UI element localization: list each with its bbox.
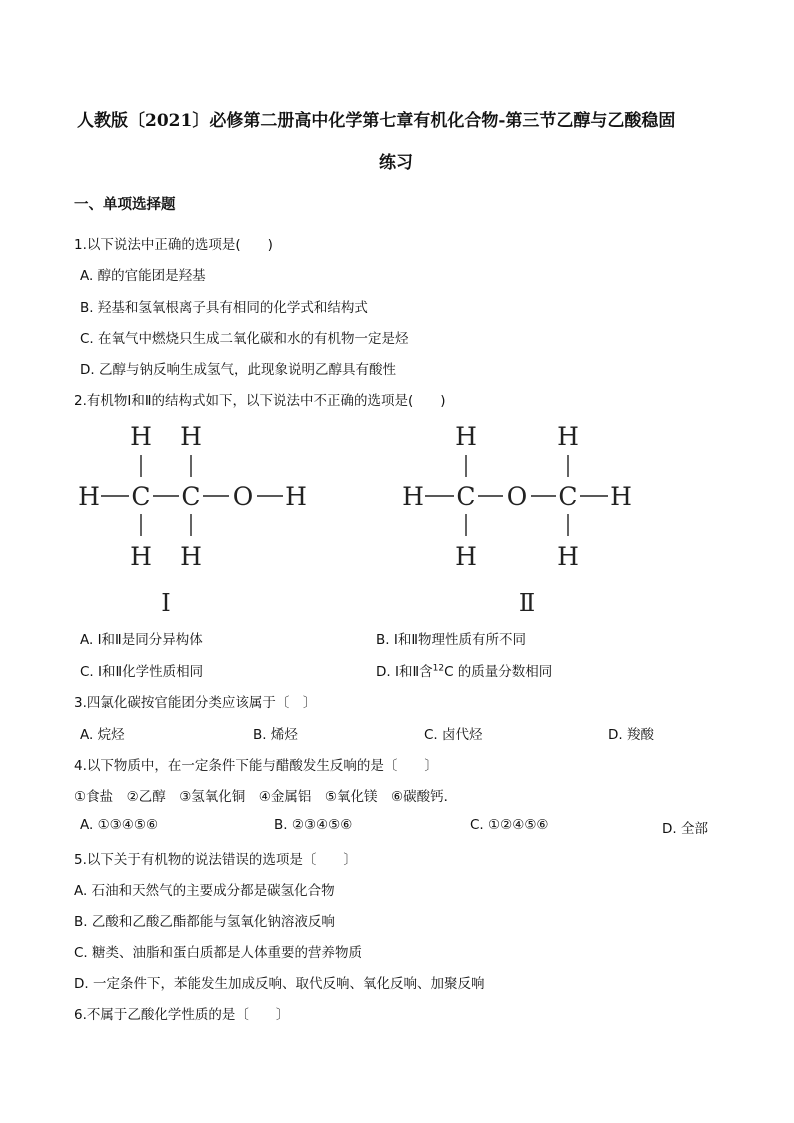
s2-top-h2: H (557, 422, 579, 451)
structure-1-label: Ⅰ (161, 589, 171, 617)
question-1-option-a: A. 醇的官能团是羟基 (80, 268, 206, 284)
structure-1 (78, 422, 307, 617)
question-3-option-b: B. 烯烃 (253, 727, 298, 743)
s2-o: O (506, 482, 528, 511)
question-3-option-d: D. 羧酸 (608, 727, 654, 743)
question-4-option-b: B. ②③④⑤⑥ (274, 817, 353, 833)
question-3-stem: 3.四氯化碳按官能团分类应该属于〔 〕 (74, 695, 317, 711)
s1-h-right: H (285, 482, 307, 511)
s2-c1: C (456, 482, 476, 511)
question-4-option-d: D. 全部 (662, 821, 708, 837)
question-2-option-d (376, 660, 552, 680)
s1-top-h1: H (130, 422, 152, 451)
s1-top-h2: H (180, 422, 202, 451)
s2-bottom-h2: H (557, 542, 579, 571)
s1-bottom-h1: H (130, 542, 152, 571)
section-heading: 一、单项选择题 (74, 197, 176, 213)
s2-c2: C (558, 482, 578, 511)
structural-formulas (0, 415, 794, 625)
s2-top-h1: H (455, 422, 477, 451)
s2-h-right: H (610, 482, 632, 511)
isotope-mass-number: 12 (432, 663, 445, 674)
structure-2 (402, 422, 632, 617)
question-5-option-c: C. 糖类、油脂和蛋白质都是人体重要的营养物质 (74, 945, 363, 961)
question-5-option-b: B. 乙酸和乙酸乙酯都能与氢氧化钠溶液反响 (74, 914, 335, 930)
question-3-option-c: C. 卤代烃 (424, 727, 483, 743)
question-2-option-d-rest: C 的质量分数相同 (444, 664, 553, 680)
s2-bottom-h1: H (455, 542, 477, 571)
document-title-line2: 练习 (379, 153, 413, 173)
question-2-stem: 2.有机物Ⅰ和Ⅱ的结构式如下，以下说法中不正确的选项是( ) (74, 393, 446, 409)
question-1-option-d: D. 乙醇与钠反响生成氢气，此现象说明乙醇具有酸性 (80, 362, 396, 378)
question-2-option-a: A. Ⅰ和Ⅱ是同分异构体 (80, 632, 203, 648)
s1-c1: C (131, 482, 151, 511)
question-5-option-a: A. 石油和天然气的主要成分都是碳氢化合物 (74, 883, 335, 899)
question-5-option-d: D. 一定条件下，苯能发生加成反响、取代反响、氧化反响、加聚反响 (74, 976, 485, 992)
question-2-option-c: C. Ⅰ和Ⅱ化学性质相同 (80, 664, 204, 680)
structure-2-label: Ⅱ (518, 589, 536, 617)
question-3-option-a: A. 烷烃 (80, 727, 125, 743)
s1-c2: C (181, 482, 201, 511)
question-4-option-c: C. ①②④⑤⑥ (470, 817, 549, 833)
s1-h-left: H (78, 482, 100, 511)
s1-o: O (232, 482, 254, 511)
question-6-stem: 6.不属于乙酸化学性质的是〔 〕 (74, 1007, 290, 1023)
question-4-substance-list: ①食盐 ②乙醇 ③氢氧化铜 ④金属铝 ⑤氧化镁 ⑥碳酸钙． (74, 789, 458, 805)
s2-h-left: H (402, 482, 424, 511)
question-4-option-a: A. ①③④⑤⑥ (80, 817, 159, 833)
question-2-option-d-text: D. Ⅰ和Ⅱ含 (376, 664, 433, 680)
s1-bottom-h2: H (180, 542, 202, 571)
question-5-stem: 5.以下关于有机物的说法错误的选项是〔 〕 (74, 852, 357, 868)
question-1-option-c: C. 在氧气中燃烧只生成二氧化碳和水的有机物一定是烃 (80, 331, 409, 347)
question-1-stem: 1.以下说法中正确的选项是( ) (74, 237, 273, 253)
document-title-line1: 人教版〔2021〕必修第二册高中化学第七章有机化合物-第三节乙醇与乙酸稳固 (77, 111, 676, 131)
question-4-stem: 4.以下物质中，在一定条件下能与醋酸发生反响的是〔 〕 (74, 758, 438, 774)
question-1-option-b: B. 羟基和氢氧根离子具有相同的化学式和结构式 (80, 300, 368, 316)
question-2-option-b: B. Ⅰ和Ⅱ物理性质有所不同 (376, 632, 526, 648)
